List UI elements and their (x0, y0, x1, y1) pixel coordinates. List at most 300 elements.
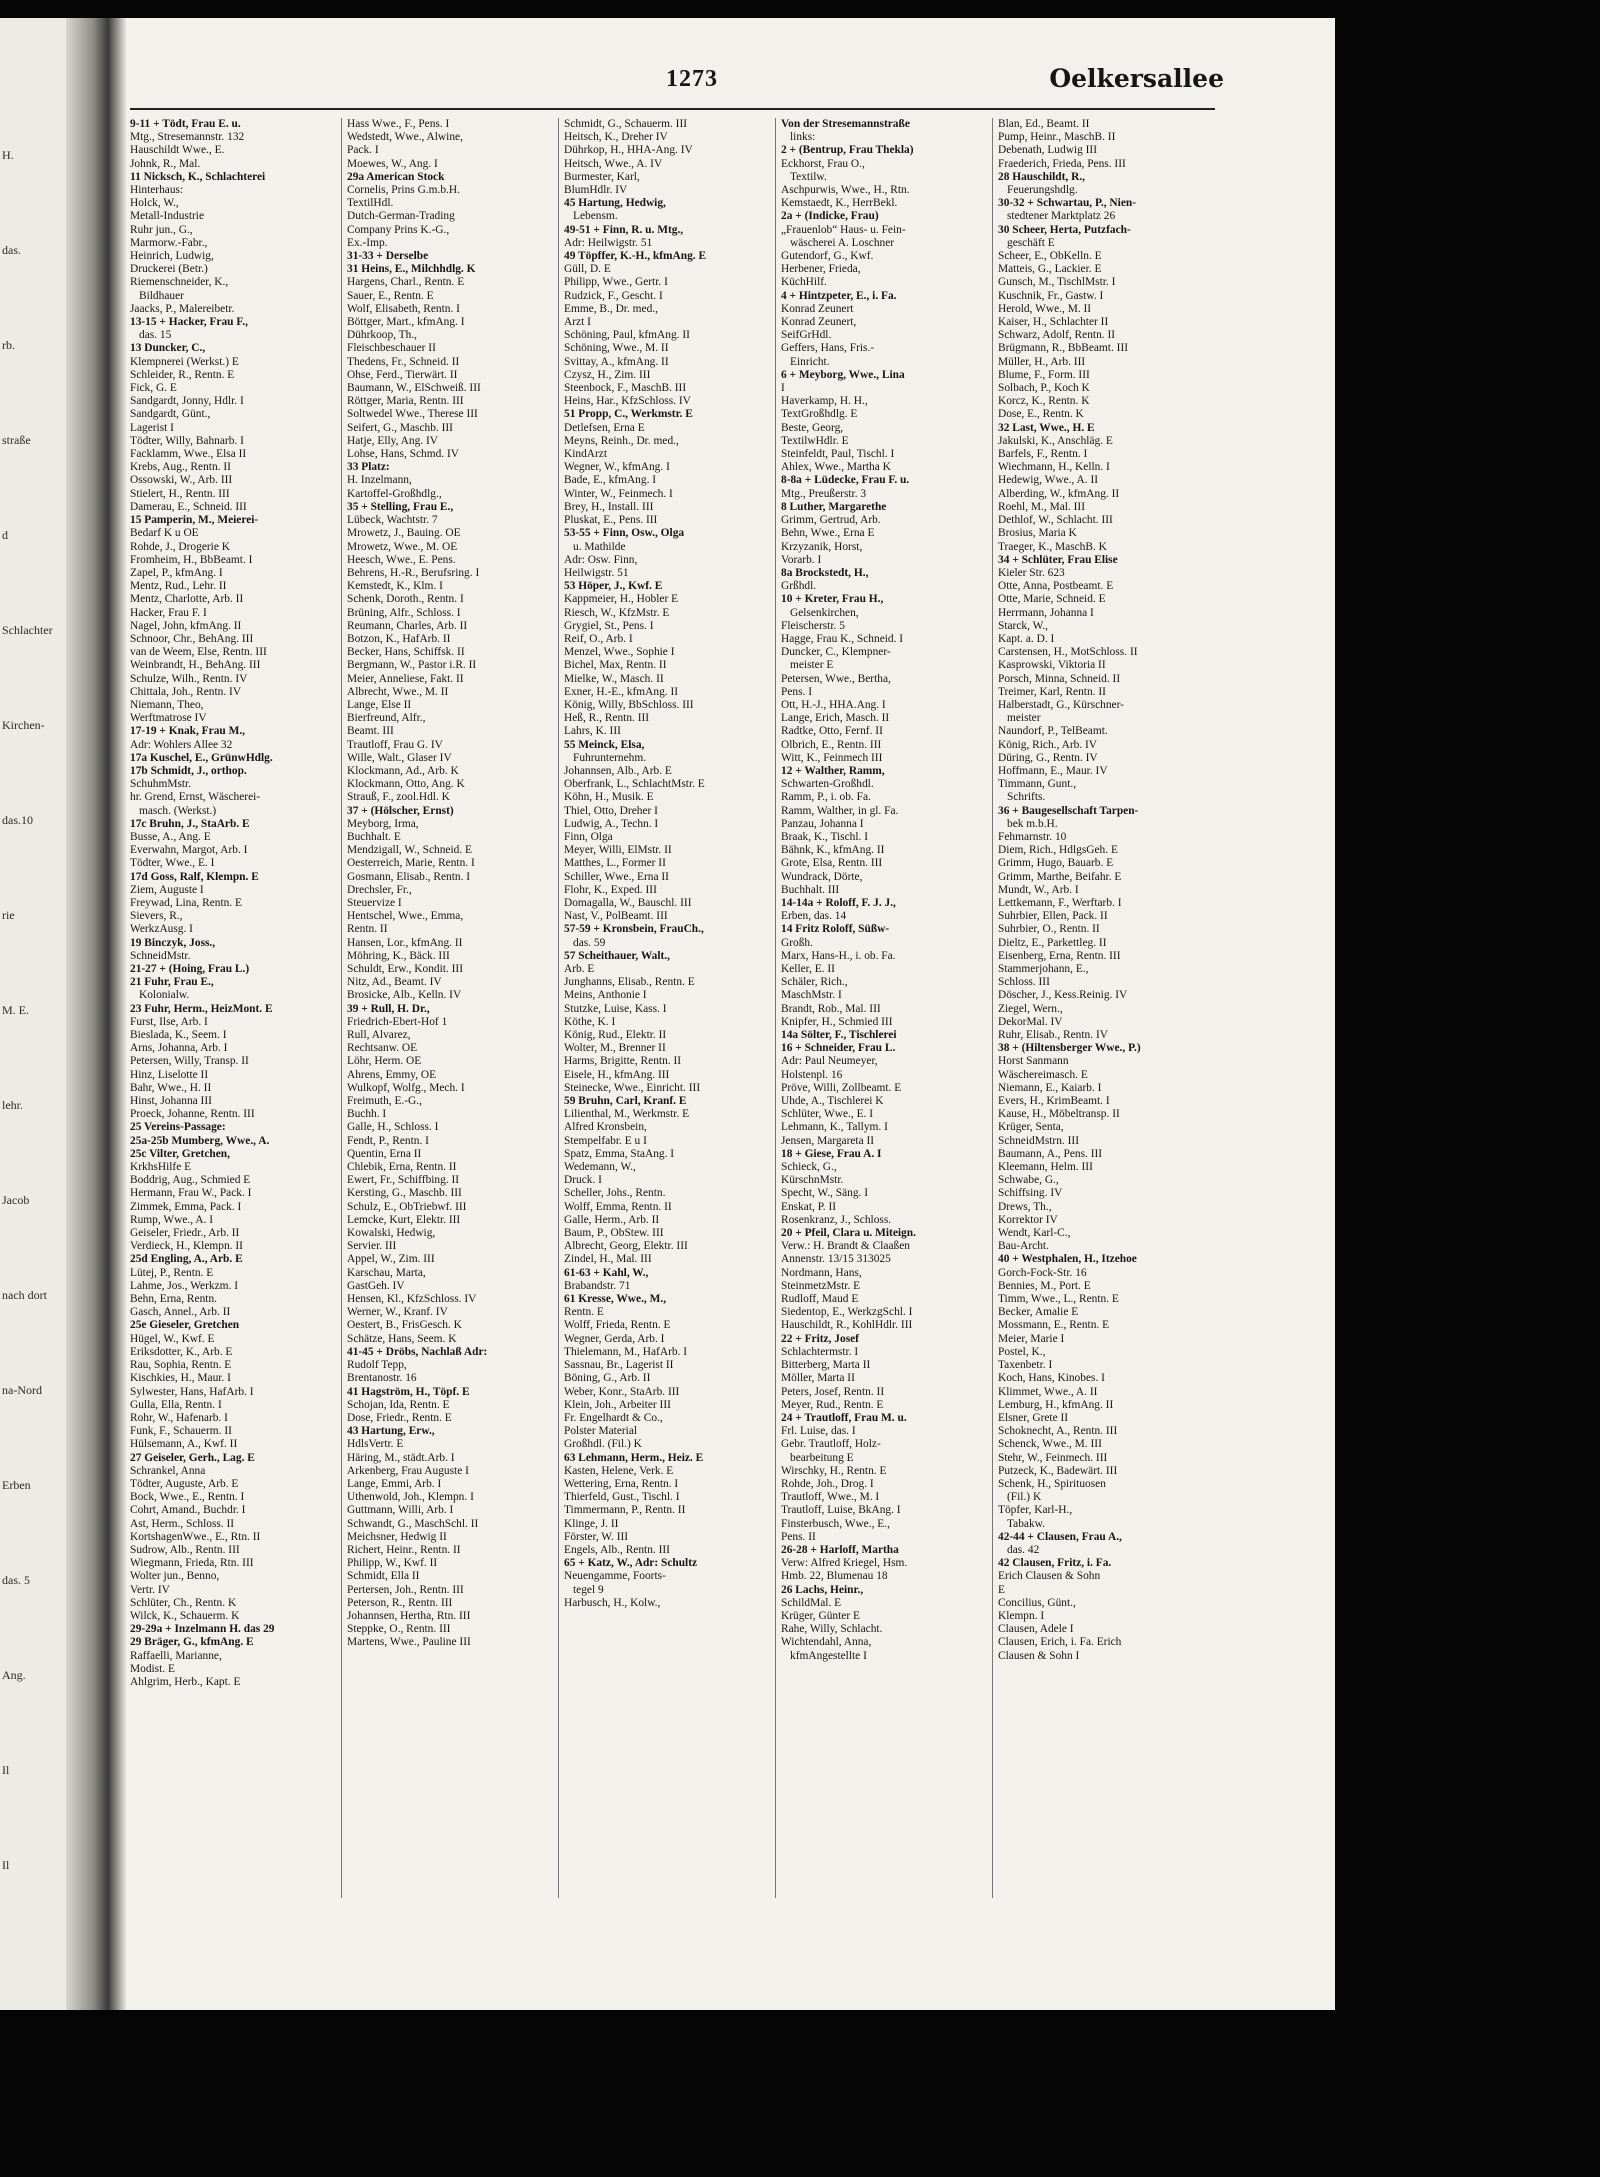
directory-entry: Wulkopf, Wolfg., Mech. I (347, 1081, 465, 1094)
directory-entry: Röttger, Maria, Rentn. III (347, 395, 464, 408)
directory-entry: Dose, E., Rentn. K (998, 408, 1084, 421)
directory-entry: Steinfeldt, Paul, Tischl. I (781, 448, 895, 461)
facing-page-text: das. (2, 243, 21, 257)
directory-entry: Wettering, Erna, Rentn. I (564, 1477, 679, 1490)
directory-entry: Martens, Wwe., Pauline III (347, 1636, 471, 1649)
directory-entry: Peterson, R., Rentn. III (347, 1596, 453, 1609)
directory-entry: 17c Bruhn, J., StaArb. E (130, 817, 250, 830)
directory-entry: Bähnk, K., kfmAng. II (781, 844, 885, 857)
directory-entry: „Frauenlob“ Haus- u. Fein- (781, 223, 906, 236)
directory-entry: Eckhorst, Frau O., (781, 157, 865, 170)
directory-entry: 61 Kresse, Wwe., M., (564, 1293, 667, 1306)
page-number: 1273 (666, 66, 718, 92)
facing-page-text: Kirchen- (2, 718, 45, 732)
directory-entry: Schenk, Doroth., Rentn. I (347, 593, 464, 606)
directory-entry: Großh. (781, 936, 813, 949)
directory-entry: Wegner, Gerda, Arb. I (564, 1332, 665, 1345)
directory-entry: Wäschereimasch. E (998, 1068, 1088, 1081)
column-divider (992, 118, 993, 1898)
directory-entry: 49 Töpffer, K.-H., kfmAng. E (564, 250, 707, 263)
scan-border-bottom (0, 2010, 1335, 2177)
directory-entry: Geiseler, Friedr., Arb. II (130, 1227, 240, 1240)
directory-entry: Lohse, Hans, Schmd. IV (347, 448, 459, 461)
directory-entry: Brosius, Maria K (998, 527, 1077, 540)
directory-entry: 2 + (Bentrup, Frau Thekla) (781, 144, 914, 157)
directory-entry: wäscherei A. Loschner (790, 236, 895, 249)
directory-entry: Schiller, Wwe., Erna II (564, 870, 669, 883)
directory-entry: Kause, H., Möbeltransp. II (998, 1108, 1120, 1121)
directory-entry: Junghanns, Elisab., Rentn. E (564, 976, 695, 989)
directory-entry: Pump, Heinr., MaschB. II (998, 131, 1116, 144)
directory-entry: Friedrich-Ebert-Hof 1 (347, 1015, 448, 1028)
directory-entry: bearbeitung E (790, 1451, 854, 1464)
facing-page-text: d (2, 528, 8, 542)
directory-column-2 (347, 118, 552, 1898)
directory-entry: Kersting, G., Maschb. III (347, 1187, 462, 1200)
directory-entry: Dührkop, H., HHA-Ang. IV (564, 144, 693, 157)
directory-entry: Brüning, Alfr., Schloss. I (347, 606, 461, 619)
directory-entry: Hensen, Kl., KfzSchloss. IV (347, 1293, 477, 1306)
directory-entry: 61-63 + Kahl, W., (564, 1266, 649, 1279)
directory-entry: 42 Clausen, Fritz, i. Fa. (998, 1557, 1112, 1570)
directory-entry: Sievers, R., (130, 910, 183, 923)
directory-entry: Kasten, Helene, Verk. E (564, 1464, 674, 1477)
directory-entry: Rohde, J., Drogerie K (130, 540, 230, 553)
directory-entry: Johnk, R., Mal. (130, 157, 201, 170)
directory-entry: stedtener Marktplatz 26 (1007, 210, 1116, 223)
directory-entry: Trautloff, Frau G. IV (347, 738, 443, 751)
directory-entry: Textilw. (790, 170, 827, 183)
directory-entry: Klein, Joh., Arbeiter III (564, 1398, 671, 1411)
directory-entry: Holck, W., (130, 197, 179, 210)
directory-entry: 33 Platz: (347, 461, 390, 474)
directory-entry: 21 Fuhr, Frau E., (130, 976, 214, 989)
directory-entry: Böttger, Mart., kfmAng. I (347, 316, 465, 329)
directory-entry: Otte, Marie, Schneid. E (998, 593, 1106, 606)
directory-entry: Hmb. 22, Blumenau 18 (781, 1570, 888, 1583)
directory-entry: Wendt, Karl-C., (998, 1227, 1071, 1240)
directory-entry: Lahme, Jos., Werkzm. I (130, 1279, 239, 1292)
directory-entry: Schuldt, Erw., Kondit. III (347, 963, 463, 975)
directory-entry: 38 + (Hiltensberger Wwe., P.) (998, 1042, 1141, 1055)
directory-entry: Rudolf Tepp, (347, 1359, 407, 1372)
facing-page-text: na-Nord (2, 1383, 42, 1397)
directory-entry: Zapel, P., kfmAng. I (130, 566, 223, 579)
directory-entry: Verw.: H. Brandt & Claaßen (781, 1240, 910, 1253)
directory-entry: Dethlof, W., Schlacht. III (998, 514, 1113, 527)
directory-entry: Meier, Marie I (998, 1332, 1065, 1345)
directory-entry: MaschMstr. I (781, 989, 842, 1002)
directory-entry: Weinbrandt, H., BehAng. III (130, 659, 261, 672)
directory-entry: Putzeck, K., Badewärt. III (998, 1464, 1118, 1477)
directory-entry: Heitsch, K., Dreher IV (564, 131, 668, 144)
directory-entry: GastGeh. IV (347, 1279, 405, 1292)
directory-entry: 49-51 + Finn, R. u. Mtg., (564, 223, 684, 236)
directory-entry: Lahrs, K. III (564, 725, 621, 738)
directory-entry: Adr: Heilwigstr. 51 (564, 236, 653, 249)
directory-entry: Matthes, L., Former II (564, 857, 666, 870)
directory-entry: Schulze, Wilh., Rentn. IV (130, 672, 248, 685)
directory-entry: Blume, F., Form. III (998, 368, 1090, 381)
directory-entry: Adr: Paul Neumeyer, (781, 1055, 878, 1068)
directory-entry: Annenstr. 13/15 313025 (781, 1253, 891, 1266)
directory-entry: Galle, H., Schloss. I (347, 1121, 439, 1134)
directory-entry: Menzel, Wwe., Sophie I (564, 646, 675, 659)
directory-entry: Kuschnik, Fr., Gastw. I (998, 289, 1104, 302)
directory-entry: tegel 9 (573, 1583, 604, 1596)
directory-entry: Korcz, K., Rentn. K (998, 395, 1090, 408)
directory-entry: Sylwester, Hans, HafArb. I (130, 1385, 254, 1398)
directory-entry: Fraederich, Frieda, Pens. III (998, 157, 1126, 170)
directory-entry: Bildhauer (139, 289, 184, 302)
directory-entry: 21-27 + (Hoing, Frau L.) (130, 963, 250, 975)
directory-entry: Bergmann, W., Pastor i.R. II (347, 659, 477, 672)
directory-entry: Wilck, K., Schauerm. K (130, 1609, 240, 1622)
directory-entry: SchuhmMstr. (130, 778, 192, 791)
directory-entry: Stutzke, Luise, Kass. I (564, 1002, 667, 1015)
directory-entry: 42-44 + Clausen, Frau A., (998, 1530, 1122, 1543)
directory-entry: Bedarf K u OE (130, 527, 199, 540)
directory-entry: Bitterberg, Marta II (781, 1359, 871, 1372)
directory-entry: Rudzick, F., Gescht. I (564, 289, 663, 302)
directory-entry: Hagge, Frau K., Schneid. I (781, 632, 904, 645)
directory-entry: Roehl, M., Mal. III (998, 500, 1085, 513)
directory-entry: Bichel, Max, Rentn. II (564, 659, 667, 672)
facing-page-text: Jacob (2, 1193, 30, 1207)
directory-entry: Naundorf, P., TelBeamt. (998, 725, 1108, 738)
directory-entry: Sudrow, Alb., Rentn. III (130, 1543, 240, 1556)
directory-column-1 (130, 118, 335, 1898)
directory-entry: Kolonialw. (139, 989, 190, 1002)
directory-entry: Bierfreund, Alfr., (347, 712, 426, 725)
directory-entry: Schwabe, G., (998, 1174, 1059, 1187)
directory-entry: Rull, Alvarez, (347, 1029, 411, 1042)
directory-entry: Stielert, H., Rentn. III (130, 487, 230, 500)
directory-entry: Rechtsanw. OE (347, 1042, 418, 1055)
scan-border-right (1335, 0, 1600, 2177)
directory-entry: Sandgardt, Jonny, Hdlr. I (130, 395, 244, 408)
directory-entry: Albrecht, Georg, Elektr. III (564, 1240, 688, 1253)
directory-entry: Bahr, Wwe., H. II (130, 1081, 212, 1094)
directory-entry: Clausen, Erich, i. Fa. Erich (998, 1636, 1122, 1649)
directory-entry: 30-32 + Schwartau, P., Nien- (998, 197, 1137, 210)
directory-entry: Harms, Brigitte, Rentn. II (564, 1055, 682, 1068)
directory-entry: u. Mathilde (573, 540, 626, 553)
directory-entry: Dieltz, E., Parkettleg. II (998, 936, 1107, 949)
directory-entry: Eisenberg, Erna, Rentn. III (998, 949, 1121, 962)
directory-entry: Kieler Str. 623 (998, 566, 1065, 579)
directory-entry: Scheer, E., ObKelln. E (998, 250, 1102, 263)
directory-entry: HdlsVertr. E (347, 1438, 404, 1451)
directory-entry: Bennies, M., Port. E (998, 1279, 1091, 1292)
directory-entry: Fick, G. E (130, 382, 177, 395)
directory-entry: Taxenbetr. I (998, 1359, 1053, 1372)
directory-column-5 (998, 118, 1203, 1898)
directory-entry: Ludwig, A., Techn. I (564, 817, 659, 830)
directory-entry: Herrmann, Johanna I (998, 606, 1094, 619)
directory-entry: Hansen, Lor., kfmAng. II (347, 936, 463, 949)
directory-entry: Schätze, Hans, Seem. K (347, 1332, 457, 1345)
directory-entry: 15 Pamperin, M., Meierei- (130, 514, 259, 527)
directory-entry: 17-19 + Knak, Frau M., (130, 725, 246, 738)
directory-entry: Lehmann, K., Tallym. I (781, 1121, 888, 1134)
directory-entry: Häring, M., städt.Arb. I (347, 1451, 455, 1464)
directory-entry: TextilHdl. (347, 197, 394, 210)
directory-entry: Ast, Herm., Schloss. II (130, 1517, 235, 1530)
directory-entry: Richert, Heinr., Rentn. II (347, 1543, 461, 1556)
directory-entry: Arns, Johanna, Arb. I (130, 1042, 228, 1055)
directory-entry: Drechsler, Fr., (347, 883, 412, 896)
directory-entry: Enskat, P. II (781, 1200, 837, 1213)
directory-entry: 26 Lachs, Heinr., (781, 1583, 864, 1596)
directory-entry: Traeger, K., MaschB. K (998, 540, 1107, 553)
directory-entry: Wegner, W., kfmAng. I (564, 461, 670, 474)
directory-entry: Clausen & Sohn I (998, 1649, 1080, 1662)
directory-entry: Druck. I (564, 1174, 602, 1187)
directory-entry: Heitsch, Wwe., A. IV (564, 157, 663, 170)
directory-entry: Bade, E., kfmAng. I (564, 474, 657, 487)
street-title: Oelkersallee (1049, 64, 1224, 93)
directory-entry: Nast, V., PolBeamt. III (564, 910, 668, 923)
directory-entry: 65 + Katz, W., Adr: Schultz (564, 1557, 698, 1570)
directory-entry: Holstenpl. 16 (781, 1068, 843, 1081)
directory-entry: Specht, W., Säng. I (781, 1187, 869, 1200)
directory-entry: Rudloff, Maud E (781, 1293, 859, 1306)
directory-entry: Rentn. E (564, 1306, 604, 1319)
directory-entry: 29 Bräger, G., kfmAng. E (130, 1636, 254, 1649)
directory-entry: Heins, Har., KfzSchloss. IV (564, 395, 691, 408)
directory-entry: Oesterreich, Marie, Rentn. I (347, 857, 475, 870)
directory-entry: Steinecke, Wwe., Einricht. III (564, 1081, 701, 1094)
directory-entry: Duncker, C., Klempner- (781, 646, 891, 659)
directory-entry: Keller, E. II (781, 963, 835, 975)
directory-entry: Hauschildt Wwe., E. (130, 144, 225, 157)
directory-entry: Ruhr, Elisab., Rentn. IV (998, 1029, 1108, 1042)
directory-entry: Pluskat, E., Pens. III (564, 514, 658, 527)
directory-entry: Soltwedel Wwe., Therese III (347, 408, 478, 421)
directory-entry: 9-11 + Tödt, Frau E. u. (130, 118, 241, 130)
directory-entry: Domagalla, W., Bauschl. III (564, 896, 692, 909)
directory-entry: Krebs, Aug., Rentn. II (130, 461, 231, 474)
directory-entry: Tödter, Wwe., E. I (130, 857, 215, 870)
directory-entry: Radtke, Otto, Fernf. II (781, 725, 883, 738)
directory-entry: TextilwHdlr. E (781, 434, 849, 447)
directory-entry: Riesch, W., KfzMstr. E (564, 606, 670, 619)
directory-entry: Fromheim, H., BbBeamt. I (130, 553, 253, 566)
facing-page-text: Schlachter (2, 623, 53, 637)
directory-entry: Lettkemann, F., Werftarb. I (998, 896, 1122, 909)
directory-entry: Niemann, Theo, (130, 698, 204, 711)
directory-entry: Töpfer, Karl-H., (998, 1504, 1073, 1517)
directory-entry: Appel, W., Zim. III (347, 1253, 435, 1266)
directory-entry: König, Rich., Arb. IV (998, 738, 1098, 751)
directory-entry: Schulz, E., ObTriebwf. III (347, 1200, 467, 1213)
directory-entry: Grote, Elsa, Rentn. III (781, 857, 883, 870)
directory-entry: Mundt, W., Arb. I (998, 883, 1079, 896)
directory-entry: 39 + Rull, H. Dr., (347, 1002, 430, 1015)
directory-entry: Freywad, Lina, Rentn. E (130, 896, 242, 909)
directory-entry: Kemstedt, K., Klm. I (347, 580, 443, 593)
directory-entry: Koch, Hans, Kinobes. I (998, 1372, 1105, 1385)
directory-page (0, 18, 1335, 2010)
directory-entry: 17a Kuschel, E., GrünwHdlg. (130, 751, 273, 764)
directory-entry: Rentn. II (347, 923, 388, 936)
directory-entry: 30 Scheer, Herta, Putzfach- (998, 223, 1131, 236)
directory-entry: 34 + Schlüter, Frau Elise (998, 553, 1118, 566)
directory-entry: Raffaelli, Marianne, (130, 1649, 222, 1662)
directory-entry: Erich Clausen & Sohn (998, 1570, 1101, 1583)
directory-entry: 10 + Kreter, Frau H., (781, 593, 884, 606)
directory-entry: Lilienthal, M., Werkmstr. E (564, 1108, 690, 1121)
facing-page-text: rb. (2, 338, 15, 352)
directory-entry: Chittala, Joh., Rentn. IV (130, 685, 242, 698)
directory-entry: 53-55 + Finn, Osw., Olga (564, 527, 685, 540)
directory-entry: Wolff, Frieda, Rentn. E (564, 1319, 671, 1332)
directory-entry: 13-15 + Hacker, Frau F., (130, 316, 248, 329)
directory-entry: Bieslada, K., Seem. I (130, 1029, 227, 1042)
directory-entry: 20 + Pfeil, Clara u. Miteign. (781, 1227, 916, 1240)
directory-entry: Uhde, A., Tischlerei K (781, 1095, 884, 1108)
directory-entry: Quentin, Erna II (347, 1147, 422, 1160)
directory-entry: SeifGrHdl. (781, 329, 832, 342)
directory-entry: Stammerjohann, E., (998, 963, 1089, 975)
directory-entry: Rosenkranz, J., Schloss. (781, 1213, 892, 1226)
directory-entry: Kaiser, H., Schlachter II (998, 316, 1109, 329)
directory-entry: I (781, 382, 785, 395)
directory-entry: Arzt I (564, 316, 591, 329)
directory-entry: Ruhr jun., G., (130, 223, 193, 236)
directory-entry: 25 Vereins-Passage: (130, 1121, 226, 1134)
directory-entry: Meyer, Rud., Rentn. E (781, 1398, 884, 1411)
directory-entry: Becker, Amalie E (998, 1306, 1079, 1319)
directory-entry: Moewes, W., Ang. I (347, 157, 438, 170)
directory-entry: 31-33 + Derselbe (347, 250, 429, 263)
directory-entry: Gebr. Trautloff, Holz- (781, 1438, 881, 1451)
directory-entry: Brabandstr. 71 (564, 1279, 631, 1292)
directory-entry: Wichtendahl, Anna, (781, 1636, 872, 1649)
directory-entry: Nordmann, Hans, (781, 1266, 862, 1279)
directory-entry: Heß, R., Rentn. III (564, 712, 650, 725)
directory-entry: bek m.b.H. (1007, 817, 1058, 830)
directory-entry: links: (790, 131, 816, 144)
directory-entry: das. 42 (1007, 1543, 1040, 1556)
directory-entry: Wolf, Elisabeth, Rentn. I (347, 302, 460, 315)
directory-entry: Ziegel, Wern., (998, 1002, 1063, 1015)
directory-entry: Gosmann, Elisab., Rentn. I (347, 870, 471, 883)
directory-entry: meister (1007, 712, 1041, 725)
directory-entry: Marx, Hans-H., i. ob. Fa. (781, 949, 896, 962)
directory-entry: Lemburg, H., kfmAng. II (998, 1398, 1114, 1411)
directory-entry: König, Rud., Elektr. II (564, 1029, 667, 1042)
directory-entry: Hoffmann, E., Maur. IV (998, 764, 1108, 777)
directory-entry: Ziem, Auguste I (130, 883, 204, 896)
directory-entry: Hentschel, Wwe., Emma, (347, 910, 464, 923)
directory-entry: Solbach, P., Koch K (998, 382, 1090, 395)
directory-entry: Marmorw.-Fabr., (130, 236, 208, 249)
directory-entry: Knipfer, H., Schmied III (781, 1015, 893, 1028)
directory-entry: Ohse, Ferd., Tierwärt. II (347, 368, 458, 381)
directory-entry: Wiechmann, H., Kelln. I (998, 461, 1110, 474)
column-divider (558, 118, 559, 1898)
directory-entry: Matteis, G., Lackier. E (998, 263, 1102, 276)
directory-entry: 12 + Walther, Ramm, (781, 764, 885, 777)
directory-entry: Tödter, Auguste, Arb. E (130, 1477, 239, 1490)
directory-entry: Finn, Olga (564, 830, 613, 843)
directory-entry: Kasprowski, Viktoria II (998, 659, 1106, 672)
directory-entry: Thedens, Fr., Schneid. II (347, 355, 460, 368)
directory-entry: Burmester, Karl, (564, 170, 640, 183)
directory-entry: 37 + (Hölscher, Ernst) (347, 804, 454, 817)
directory-entry: 25d Engling, A., Arb. E (130, 1253, 243, 1266)
directory-entry: kfmAngestellte I (790, 1649, 867, 1662)
directory-entry: Harbusch, H., Kolw., (564, 1596, 661, 1609)
directory-entry: Buchh. I (347, 1108, 387, 1121)
directory-entry: masch. (Werkst.) (139, 804, 217, 817)
directory-entry: Neuengamme, Foorts- (564, 1570, 666, 1583)
directory-entry: Schnoor, Chr., BehAng. III (130, 632, 254, 645)
directory-entry: BlumHdlr. IV (564, 184, 628, 197)
directory-entry: 25a-25b Mumberg, Wwe., A. (130, 1134, 270, 1147)
directory-entry: Bau-Archt. (998, 1240, 1049, 1253)
directory-entry: Galle, Herm., Arb. II (564, 1213, 660, 1226)
directory-entry: Oberfrank, L., SchlachtMstr. E (564, 778, 705, 791)
directory-entry: DekorMal. IV (998, 1015, 1063, 1028)
directory-entry: Ahlex, Wwe., Martha K (781, 461, 891, 474)
directory-entry: Brosicke, Alb., Kelln. IV (347, 989, 462, 1002)
directory-entry: Köhn, H., Musik. E (564, 791, 654, 804)
scan-border-top (0, 0, 1335, 18)
directory-entry: Hauschildt, R., KohlHdlr. III (781, 1319, 913, 1332)
directory-entry: 14-14a + Roloff, F. J. J., (781, 896, 896, 909)
directory-entry: Schoknecht, A., Rentn. III (998, 1425, 1118, 1438)
directory-entry: Schiffsing. IV (998, 1187, 1063, 1200)
directory-entry: Johannsen, Alb., Arb. E (564, 764, 672, 777)
directory-entry: Buchhalt. E (347, 830, 401, 843)
directory-entry: Korrektor IV (998, 1213, 1058, 1226)
directory-entry: Modist. E (130, 1662, 175, 1675)
directory-entry: Damerau, E., Schneid. III (130, 500, 247, 513)
directory-entry: Von der Stresemannstraße (781, 118, 910, 130)
directory-entry: KrkhsHilfe E (130, 1161, 192, 1174)
directory-entry: Clausen, Adele I (998, 1623, 1074, 1636)
directory-entry: Hinz, Liselotte II (130, 1068, 209, 1081)
directory-entry: Cohrt, Amand., Buchdr. I (130, 1504, 246, 1517)
directory-entry: 16 + Schneider, Frau L. (781, 1042, 896, 1055)
directory-entry: 19 Binczyk, Joss., (130, 936, 216, 949)
directory-entry: Suhrbier, O., Rentn. II (998, 923, 1100, 936)
directory-entry: 59 Bruhn, Carl, Kranf. E (564, 1095, 687, 1108)
directory-entry: Erben, das. 14 (781, 910, 847, 923)
directory-entry: 45 Hartung, Hedwig, (564, 197, 666, 210)
directory-entry: 51 Propp, C., Werkmstr. E (564, 408, 693, 421)
directory-entry: 32 Last, Wwe., H. E (998, 421, 1095, 434)
directory-entry: Olbrich, E., Rentn. III (781, 738, 882, 751)
directory-entry: Mentz, Rud., Lehr. II (130, 580, 227, 593)
directory-entry: Schleider, R., Rentn. E (130, 368, 235, 381)
directory-entry: Behrens, H.-R., Berufsring. I (347, 566, 480, 579)
directory-entry: 22 + Fritz, Josef (781, 1332, 859, 1345)
directory-entry: Brügmann, R., BbBeamt. III (998, 342, 1129, 355)
directory-entry: Gorch-Fock-Str. 16 (998, 1266, 1087, 1279)
directory-entry: Polster Material (564, 1425, 638, 1438)
directory-entry: Herold, Wwe., M. II (998, 302, 1092, 315)
directory-entry: Adr: Wohlers Allee 32 (130, 738, 233, 751)
directory-entry: Zimmek, Emma, Pack. I (130, 1200, 242, 1213)
directory-entry: Adr: Osw. Finn, (564, 553, 638, 566)
directory-entry: hr. Grend, Ernst, Wäscherei- (130, 791, 261, 804)
directory-entry: Dührkoop, Th., (347, 329, 418, 342)
directory-entry: Dutch-German-Trading (347, 210, 455, 223)
